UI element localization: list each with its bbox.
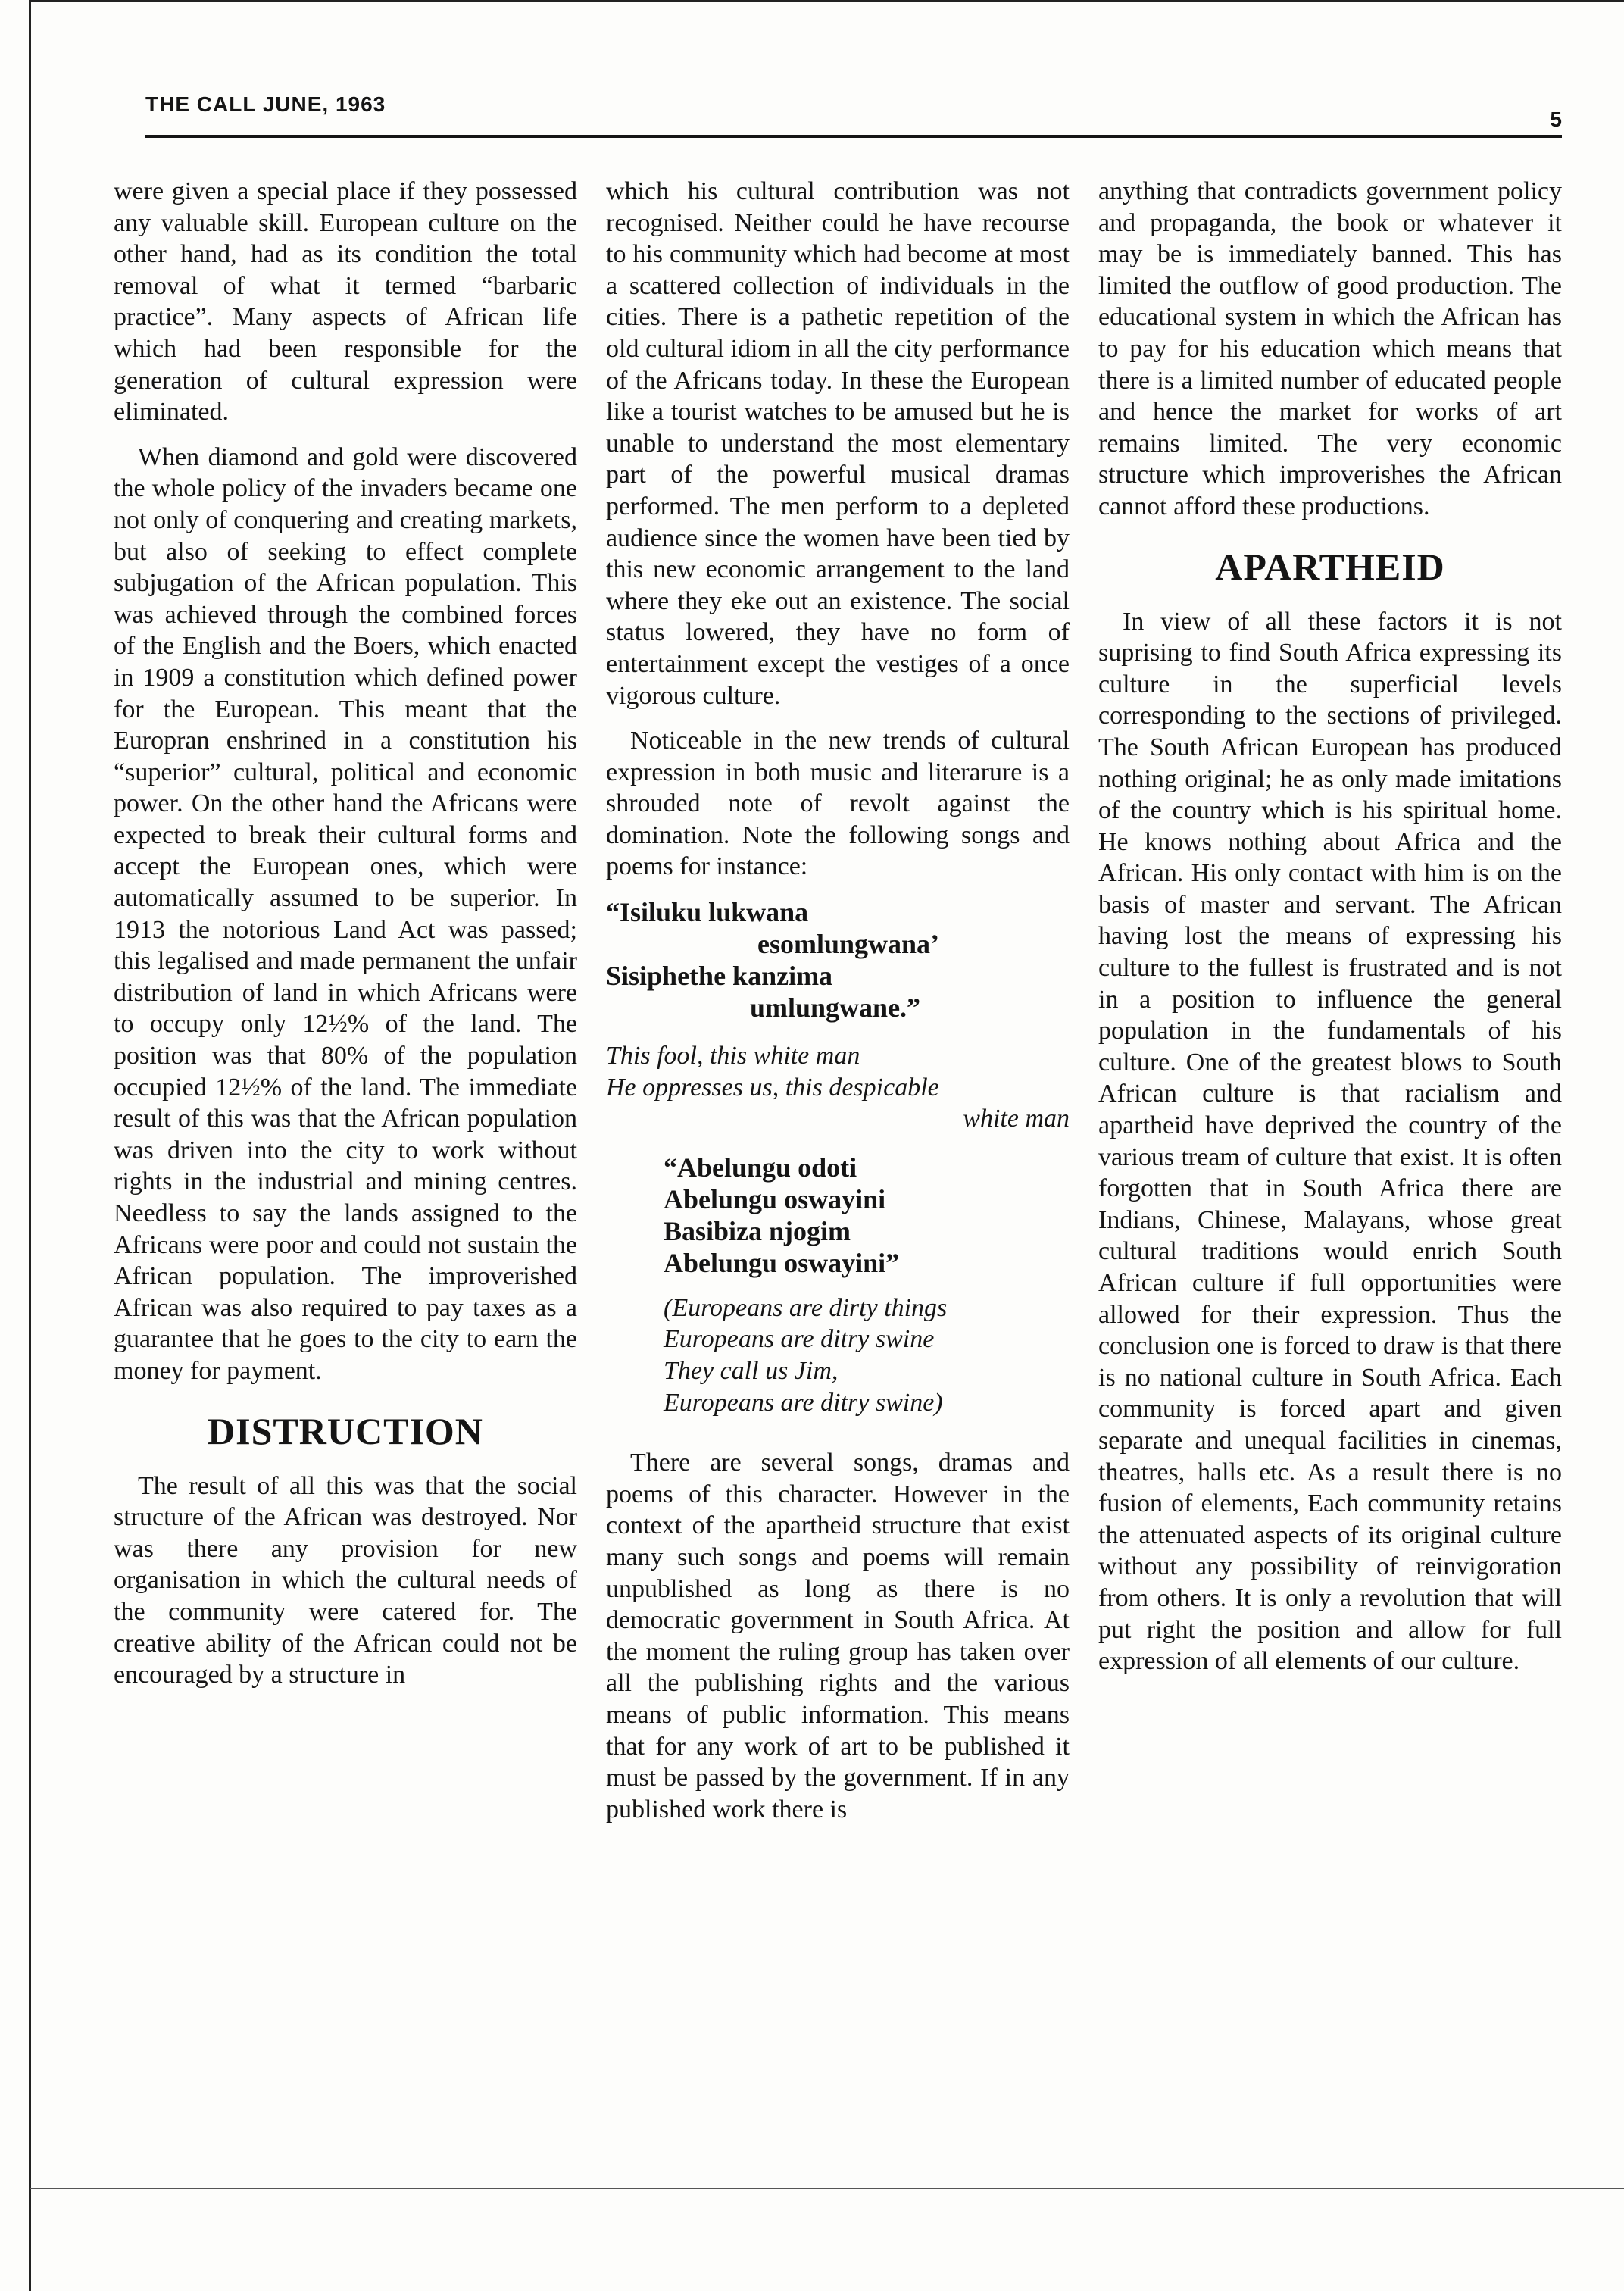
publication-title: THE CALL JUNE, 1963 [145, 92, 386, 116]
page-number: 5 [1550, 108, 1562, 131]
section-heading-apartheid: APARTHEID [1215, 545, 1445, 588]
column-2-paragraph-1: which his cultural contribution was not recognised. Neither could he have recourse to his community which had become at most a scattered collection of individuals in the cities. There is a pathetic repetition of the old cultural idiom in all the city performance of the Africans today. In these the European like a tourist watches to be amused but he is unable to understand the most elementary part of the powerful musical dramas performed. The men perform to a depleted audience since the women have been tied by this new economic arrangement to the land where they eke out an existence. The social status lowered, they have no form of entertainment except the vestiges of a once vigorous culture. [606, 177, 1070, 710]
page-top-edge [30, 0, 1624, 2]
song-2-line-1: “Abelungu odoti [664, 1152, 857, 1183]
translation-2-line-4: Europeans are ditry swine) [664, 1388, 943, 1417]
translation-1-line-2: He oppresses us, this despicable [606, 1073, 939, 1102]
column-3-paragraph-2: In view of all these factors it is not suprising to find South Africa expressing its culture in the superficial levels corresponding to the sections of privileged. The South African European has produced nothing original; he as only made imitations of the country which is his spiritual home. He knows nothing about Africa and the African. His only contact with him is on the basis of master and servant. The African having lost the means of expressing his culture to the fullest is frustrated and is not in a position to influence the general population in the fundamentals of his culture. One of the greatest blows to South African culture is that racialism and apartheid have deprived the country of the various tream of culture that exist. It is often forgotten that in South Africa there are Indians, Chinese, Malayans, whose great cultural traditions would enrich South African culture if full opportunities were allowed for their expression. Thus the conclusion one is forced to draw is that there is no national culture in South Africa. Each community is forced apart and given separate and unequal facilities in cinemas, theatres, halls etc. As a result there is no fusion of elements, Each community retains the attenuated aspects of its original culture without any possibility of reinvigoration from others. It is only a revolution that will put right the position and allow for full expression of all elements of our culture. [1098, 607, 1562, 1676]
section-heading-distruction: DISTRUCTION [208, 1409, 483, 1452]
song-1-line-2: esomlungwana’ [757, 929, 940, 960]
column-2-paragraph-3: There are several songs, dramas and poems of this character. However in the context of the apartheid structure that exist many such songs and poems will remain unpublished as long as there is no democratic government in South Africa. At the moment the ruling group has taken over all the publishing rights and the various means of public information. This means that for any work of art to be published it must be passed by the government. If in any published work there is [606, 1449, 1070, 1824]
song-1-line-1: “Isiluku lukwana [606, 897, 809, 928]
page-left-edge [29, 0, 31, 2291]
header-rule [145, 135, 1562, 138]
column-2 [606, 176, 1070, 1839]
song-2 [664, 1152, 1070, 1279]
translation-2-line-1: (Europeans are dirty things [664, 1293, 948, 1322]
column-1 [114, 176, 577, 1705]
song-1-line-3: Sisiphethe kanzima [606, 961, 833, 992]
song-1-translation [606, 1040, 1070, 1135]
translation-1-line-1: This fool, this white man [606, 1042, 860, 1070]
translation-1-line-3: white man [963, 1105, 1070, 1133]
song-1-line-4: umlungwane.” [750, 992, 921, 1024]
column-1-paragraph-1: were given a special place if they possessed any valuable skill. European culture on the other hand, had as its condition the total removal of what it termed “barbaric practice”. Many aspects of African life which had been responsible for the generation of cultural expression were eliminated. [114, 177, 577, 427]
column-1-paragraph-2: When diamond and gold were discovered the whole policy of the invaders became one not only of conquering and creating markets, but also of seeking to effect complete subjugation of the African population. This was achieved through the combined forces of the English and the Boers, which enacted in 1909 a constitution which defined power for the European. This meant that the Europran enshrined in a constitution his “superior” cultural, political and economic power. On the other hand the Africans were expected to break their cultural forms and accept the European ones, which were automatically assumed to be superior. In 1913 the notorious Land Act was passed; this legalised and made permanent the unfair distribution of land in which Africans were to occupy only 12½% of the land. The position was that 80% of the population occupied 12½% of the land. The immediate result of this was that the African population was driven into the city to work without rights in the industrial and mining centres. Needless to say the lands assigned to the Africans were poor and could not sustain the African population. The improverished African was also required to pay taxes as a guarantee that he goes to the city to earn the money for payment. [114, 442, 577, 1385]
column-2-paragraph-2: Noticeable in the new trends of cultural expression in both music and literarure is a shrouded note of revolt against the domination. Note the following songs and poems for instance: [606, 727, 1070, 881]
column-3-paragraph-1: anything that contradicts government policy and propaganda, the book or whatever it may be is immediately banned. This has limited the outflow of good production. The educational system in which the African has to pay for his education which means that there is a limited number of educated people and hence the market for works of art remains limited. The very economic structure which improverishes the African cannot afford these productions. [1098, 177, 1562, 520]
column-3 [1098, 176, 1562, 1691]
translation-2-line-2: Europeans are ditry swine [664, 1325, 935, 1354]
column-1-paragraph-3: The result of all this was that the social structure of the African was destroyed. Nor was there any provision for new organisation in which the cultural needs of the community were catered for. The creative ability of the African could not be encouraged by a structure in [114, 1471, 577, 1689]
page-bottom-edge [30, 2188, 1624, 2189]
song-2-line-4: Abelungu oswayini” [664, 1247, 900, 1278]
running-head [145, 91, 1562, 136]
translation-2-line-3: They call us Jim, [664, 1357, 839, 1386]
song-1 [606, 896, 1070, 1024]
song-2-translation [664, 1292, 1070, 1418]
song-2-line-2: Abelungu oswayini [664, 1183, 886, 1214]
song-2-line-3: Basibiza njogim [664, 1215, 851, 1246]
